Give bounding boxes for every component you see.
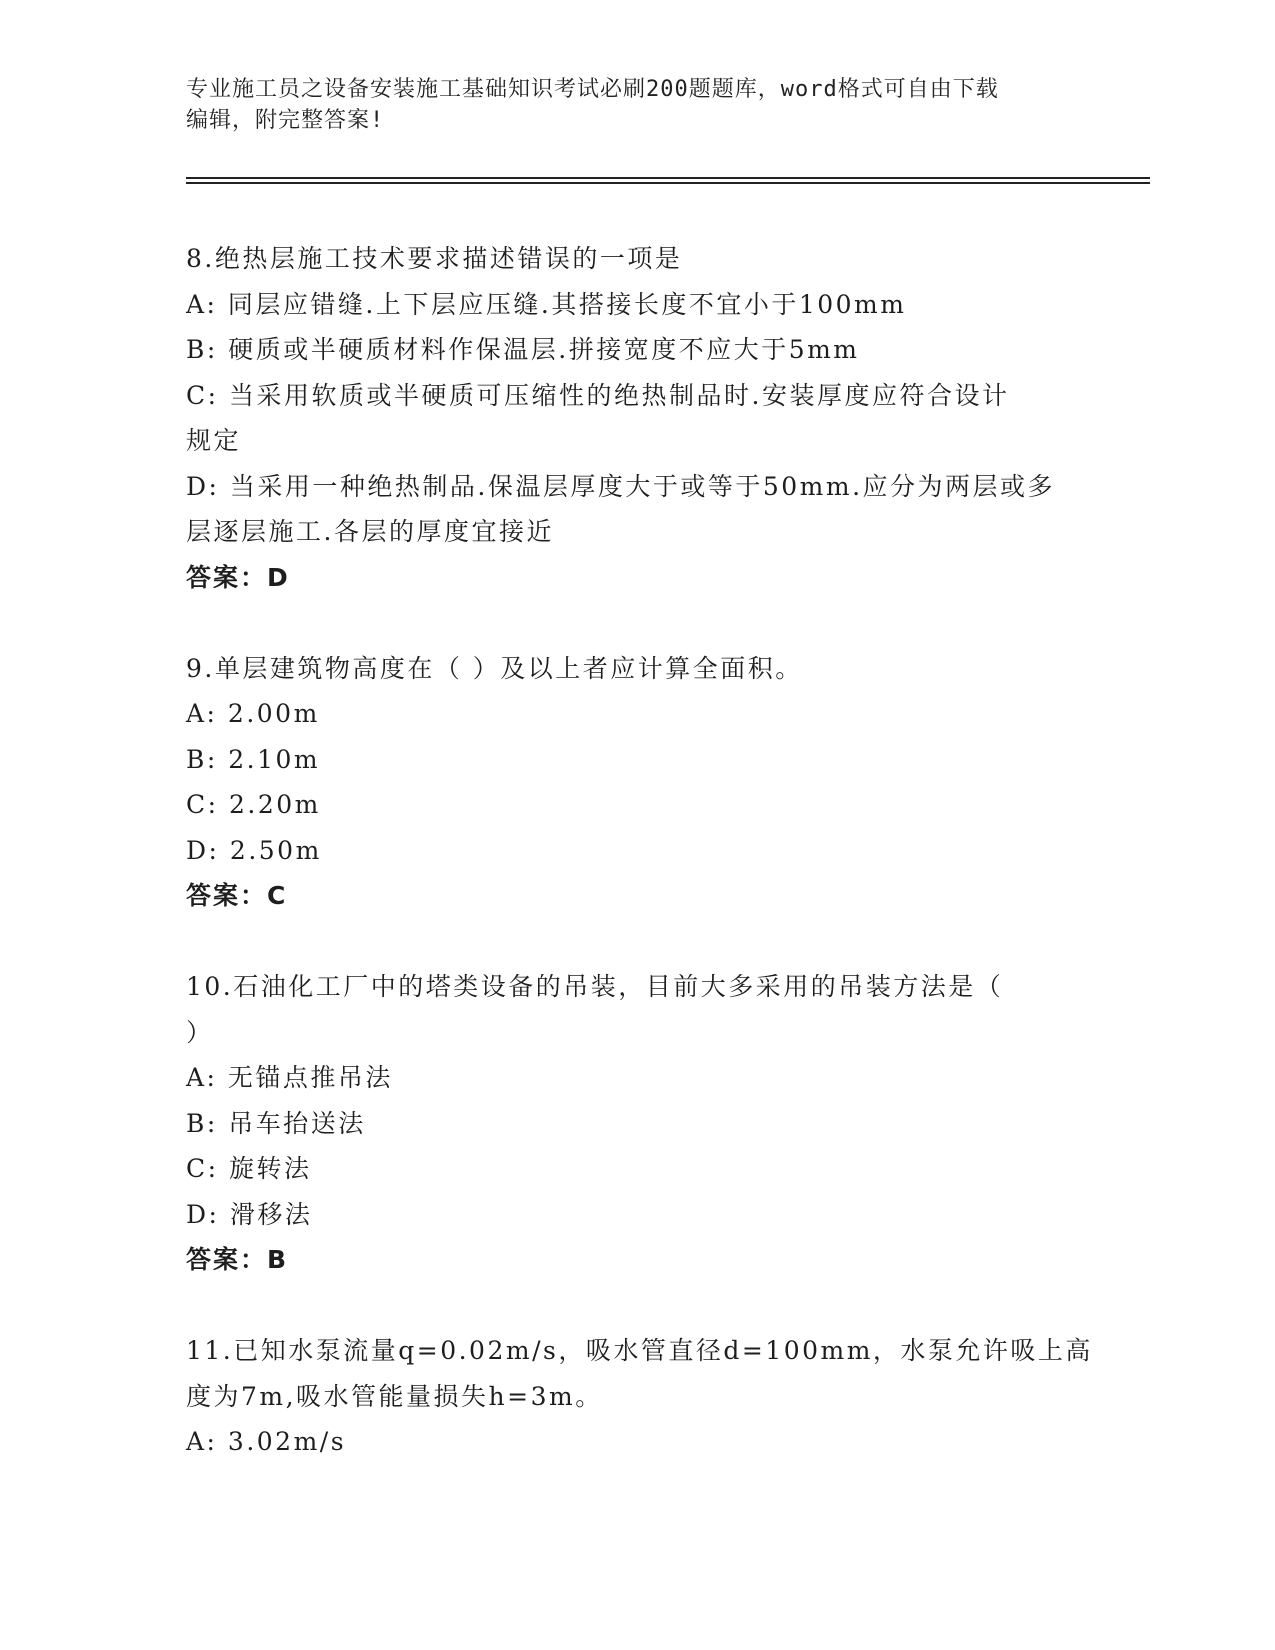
- question-item: [186, 964, 1086, 1283]
- answer-option: A: 2.00m: [186, 699, 320, 728]
- answer-key: 答案：D: [186, 562, 290, 592]
- question-stem: 10.石油化工厂中的塔类设备的吊装，目前大多采用的吊装方法是（: [186, 972, 1004, 1001]
- answer-option: B: 吊车抬送法: [186, 1108, 366, 1138]
- question-item: [186, 646, 1086, 919]
- answer-option: D: 2.50m: [186, 835, 322, 865]
- answer-option: 层逐层施工.各层的厚度宜接近: [186, 517, 554, 546]
- answer-option: C: 2.20m: [186, 790, 321, 819]
- document-header: [186, 74, 1086, 136]
- answer-key: 答案：C: [186, 881, 288, 910]
- answer-option: B: 硬质或半硬质材料作保温层.拼接宽度不应大于5mm: [186, 335, 860, 364]
- question-stem: 11.已知水泵流量q=0.02m/s，吸水管直径d=100mm，水泵允许吸上高: [186, 1336, 1093, 1365]
- question-spacer: [186, 600, 1086, 646]
- answer-option: C: 当采用软质或半硬质可压缩性的绝热制品时.安装厚度应符合设计: [186, 380, 1010, 410]
- answer-option: C: 旋转法: [186, 1154, 312, 1183]
- answer-option: A: 无锚点推吊法: [186, 1063, 393, 1092]
- answer-option: B: 2.10m: [186, 744, 321, 774]
- question-item: [186, 236, 1086, 600]
- question-stem: 度为7m,吸水管能量损失h=3m。: [186, 1381, 603, 1411]
- question-spacer: [186, 1283, 1086, 1329]
- header-title-line-1: 专业施工员之设备安装施工基础知识考试必刷200题题库，word格式可自由下载: [186, 77, 999, 102]
- question-stem: 8.绝热层施工技术要求描述错误的一项是: [186, 244, 683, 273]
- header-divider-top: [186, 177, 1150, 179]
- question-stem: ）: [186, 1017, 214, 1047]
- question-item: [186, 1328, 1093, 1465]
- question-spacer: [186, 919, 1086, 965]
- header-divider-bottom: [186, 182, 1150, 184]
- answer-key: 答案：B: [186, 1245, 289, 1274]
- question-stem: 9.单层建筑物高度在（ ）及以上者应计算全面积。: [186, 653, 803, 683]
- question-list: [186, 236, 1093, 1465]
- answer-option: D: 当采用一种绝热制品.保温层厚度大于或等于50mm.应分为两层或多: [186, 471, 1056, 501]
- answer-option: A: 3.02m/s: [186, 1427, 347, 1456]
- answer-option: D: 滑移法: [186, 1199, 313, 1229]
- header-title-line-2: 编辑，附完整答案!: [186, 108, 385, 133]
- answer-option: 规定: [186, 426, 242, 455]
- answer-option: A: 同层应错缝.上下层应压缝.其搭接长度不宜小于100mm: [186, 289, 907, 319]
